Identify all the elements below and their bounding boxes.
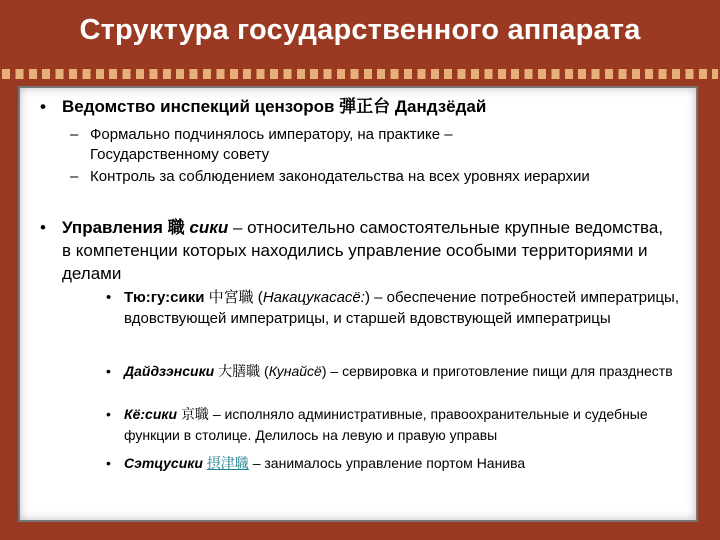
office-kanji: 大膳職	[218, 363, 261, 379]
office-desc: – сервировка и приготовление пищи для празднеств	[326, 363, 673, 379]
bullet-censors-text: Ведомство инспекций цензоров 弾正台 Дандзёдай	[62, 97, 487, 116]
office-alt-name: Кунайсё	[268, 363, 322, 379]
settsushiki-kanji-link[interactable]: 摂津職	[206, 455, 249, 471]
content-panel	[18, 86, 698, 522]
bullet-mark: •	[106, 363, 111, 379]
sub-bullet-control-text: Контроль за соблюдением законодательства на всех уровнях иерархии	[90, 168, 590, 185]
bullet-mark: •	[106, 406, 111, 422]
sub-bullet-subordination	[70, 125, 560, 165]
bullet-mark: •	[106, 289, 112, 306]
office-kanji: 中宮職	[208, 289, 254, 306]
office-alt-name: Накацукасасё:	[262, 289, 365, 306]
bullet-censors	[40, 96, 682, 118]
bullet-mark: •	[106, 455, 111, 471]
office-kanji: 京職	[180, 406, 209, 422]
office-settsushiki	[106, 453, 684, 474]
office-desc: – исполняло административные, правоохранительные и судебные функции в столице. Делилось на левую и правую управы	[124, 406, 648, 443]
sub-bullet-subordination-text: Формально подчинялось императору, на практике – Государственному совету	[90, 126, 453, 163]
slide-title: Структура государственного аппарата	[79, 14, 641, 46]
office-daizenshiki: • Дайдзэнсики 大膳職 (Кунайсё) – сервировка и приготовление пищи для празднеств	[124, 361, 690, 382]
decorative-square-row	[2, 69, 718, 79]
office-name: Сэтцусики	[124, 455, 203, 471]
offices-term: сики	[189, 218, 229, 237]
bullet-mark: •	[40, 97, 46, 116]
offices-lead: Управления 職	[62, 218, 190, 237]
office-name: Тю:гу:сики	[124, 289, 205, 306]
sub-bullet-control	[70, 167, 640, 187]
office-kyoshiki	[106, 404, 679, 446]
office-chugushiki: • Тю:гу:сики 中宮職 (Накацукасасё:) – обеспечение потребностей императрицы, вдовствующей императрицы, и старшей вдовствующей императрицы	[106, 289, 679, 327]
office-desc: – обеспечение потребностей императрицы, вдовствующей императрицы, и старшей вдовствующей императрицы	[124, 289, 679, 327]
office-name: Дайдзэнсики	[124, 363, 215, 379]
office-desc: – занималось управление портом Нанива	[248, 455, 526, 471]
bullet-mark: •	[40, 218, 46, 237]
bullet-offices	[40, 216, 672, 285]
dash-mark: –	[70, 126, 79, 143]
dash-mark: –	[70, 168, 79, 185]
office-name: Кё:сики	[124, 406, 178, 422]
offices-rest: – относительно самостоятельные крупные ведомства, в компетенции которых находились управление особыми территориями и делами	[62, 218, 664, 283]
